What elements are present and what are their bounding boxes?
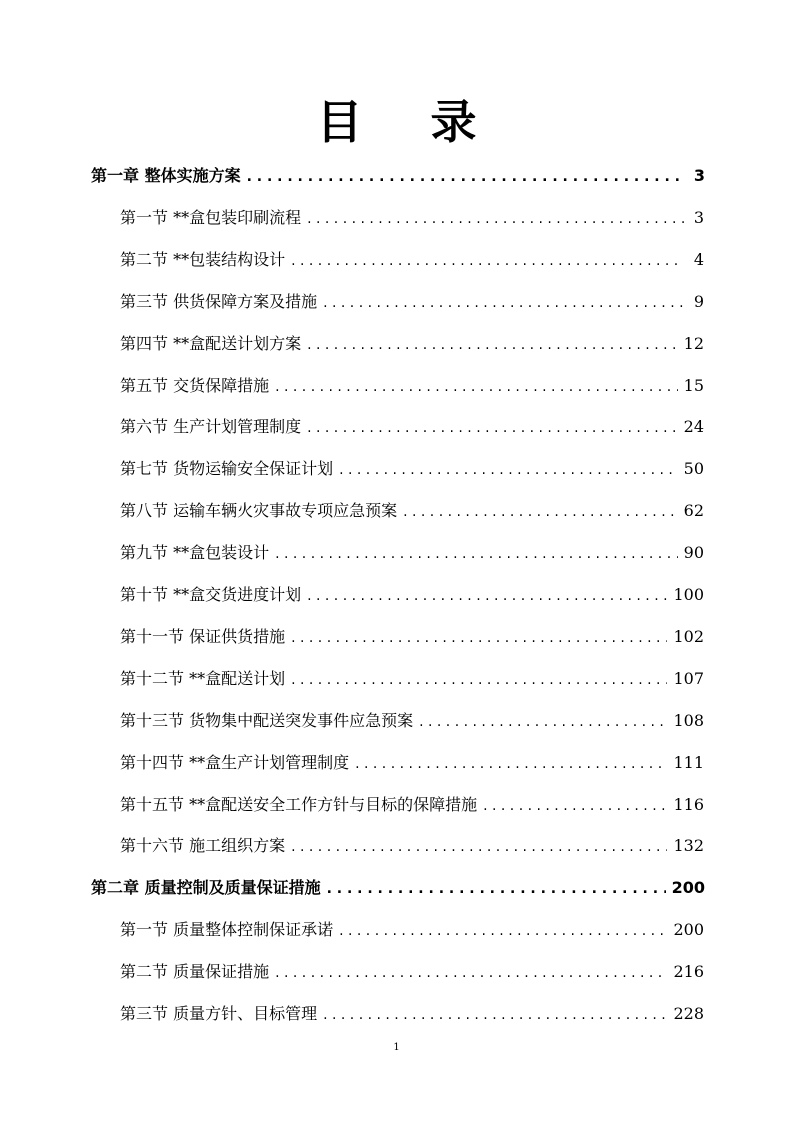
toc-entry-label: 第九节 **盒包装设计 xyxy=(120,543,270,563)
toc-dot-leader xyxy=(483,794,667,818)
toc-entry-label: 第六节 生产计划管理制度 xyxy=(120,417,302,437)
toc-section-entry[interactable] xyxy=(120,667,704,691)
toc-entry-page: 108 xyxy=(673,710,704,730)
toc-dot-leader xyxy=(339,919,667,943)
toc-entry-label: 第五节 交货保障措施 xyxy=(120,375,270,395)
toc-dot-leader xyxy=(275,542,678,566)
toc-entry-page: 15 xyxy=(683,375,704,395)
toc-entry-label: 第八节 运输车辆火灾事故专项应急预案 xyxy=(120,501,398,521)
toc-entry-label: 第二节 质量保证措施 xyxy=(120,962,270,982)
toc-entry-page: 216 xyxy=(673,962,704,982)
toc-section-entry[interactable] xyxy=(120,415,704,439)
toc-section-entry[interactable] xyxy=(120,709,704,733)
toc-entry-label: 第一节 **盒包装印刷流程 xyxy=(120,207,302,227)
toc-entry-page: 132 xyxy=(673,836,704,856)
toc-entry-page: 4 xyxy=(693,249,704,269)
toc-entry-label: 第十节 **盒交货进度计划 xyxy=(120,585,302,604)
toc-chapter-entry[interactable] xyxy=(91,164,705,188)
toc-entry-page: 200 xyxy=(673,920,704,940)
toc-entry-page: 111 xyxy=(673,752,704,772)
toc-entry-label: 第一节 质量整体控制保证承诺 xyxy=(120,920,334,940)
toc-section-entry[interactable] xyxy=(120,248,704,272)
toc-section-entry[interactable] xyxy=(120,290,704,314)
toc-section-entry[interactable] xyxy=(120,918,704,942)
toc-entry-label: 第十六节 施工组织方案 xyxy=(120,836,286,856)
toc-entry-page: 107 xyxy=(673,668,704,688)
toc-entry-page: 9 xyxy=(693,291,704,311)
toc-chapter-entry[interactable] xyxy=(91,876,705,900)
toc-dot-leader xyxy=(307,333,678,357)
toc-entry-page: 50 xyxy=(683,459,704,479)
toc-entry-label: 第一章 整体实施方案 xyxy=(91,166,241,185)
toc-entry-label: 第七节 货物运输安全保证计划 xyxy=(120,459,334,479)
toc-entry-label: 第四节 **盒配送计划方案 xyxy=(120,333,302,353)
toc-entry-page: 3 xyxy=(693,166,705,185)
toc-dot-leader xyxy=(291,668,667,692)
toc-dot-leader xyxy=(275,961,667,985)
toc-dot-leader xyxy=(291,835,667,859)
toc-section-entry[interactable] xyxy=(120,499,704,523)
toc-entry-label: 第三节 供货保障方案及措施 xyxy=(120,291,318,311)
toc-dot-leader xyxy=(291,249,684,273)
toc-section-entry[interactable] xyxy=(120,457,704,481)
toc-section-entry[interactable] xyxy=(120,834,704,858)
toc-dot-leader xyxy=(339,458,678,482)
toc-entry-label: 第十四节 **盒生产计划管理制度 xyxy=(120,752,350,772)
toc-entry-page: 116 xyxy=(673,794,704,814)
page-title: 目 录 xyxy=(316,95,503,149)
toc-dot-leader xyxy=(419,710,667,734)
toc-entry-label: 第十三节 货物集中配送突发事件应急预案 xyxy=(120,710,414,730)
toc-entry-page: 24 xyxy=(683,417,704,437)
page-number: 1 xyxy=(393,1042,400,1053)
toc-entry-label: 第二节 **包装结构设计 xyxy=(120,249,286,269)
toc-section-entry[interactable] xyxy=(120,960,704,984)
toc-dot-leader xyxy=(323,291,684,315)
toc-dot-leader xyxy=(275,375,678,399)
toc-entry-page: 12 xyxy=(683,333,704,353)
toc-dot-leader xyxy=(323,1003,667,1027)
toc-entry-label: 第十五节 **盒配送安全工作方针与目标的保障措施 xyxy=(120,794,478,814)
toc-entry-label: 第十一节 保证供货措施 xyxy=(120,626,286,646)
toc-dot-leader xyxy=(307,584,667,608)
toc-dot-leader xyxy=(327,877,666,901)
toc-section-entry[interactable] xyxy=(120,541,704,565)
toc-dot-leader xyxy=(355,752,667,776)
toc-section-entry[interactable] xyxy=(120,793,704,817)
toc-entry-page: 100 xyxy=(673,585,704,604)
toc-entry-page: 90 xyxy=(683,543,704,563)
toc-entry-page: 62 xyxy=(683,501,704,521)
toc-dot-leader xyxy=(247,165,685,189)
toc-section-entry[interactable] xyxy=(120,206,704,230)
toc-section-entry[interactable] xyxy=(120,625,704,649)
toc-dot-leader xyxy=(403,500,678,524)
toc-entry-label: 第二章 质量控制及质量保证措施 xyxy=(91,878,321,898)
toc-dot-leader xyxy=(307,207,684,231)
toc-section-entry[interactable] xyxy=(120,751,704,775)
toc-section-entry[interactable] xyxy=(120,1002,704,1026)
toc-section-entry[interactable] xyxy=(120,583,704,607)
toc-entry-page: 200 xyxy=(671,878,705,898)
toc-entry-label: 第十二节 **盒配送计划 xyxy=(120,668,286,688)
toc-section-entry[interactable] xyxy=(120,374,704,398)
toc-dot-leader xyxy=(307,416,678,440)
toc-entry-page: 102 xyxy=(673,626,704,646)
toc-entry-page: 228 xyxy=(673,1004,704,1023)
toc-dot-leader xyxy=(291,626,667,650)
toc-entry-label: 第三节 质量方针、目标管理 xyxy=(120,1004,318,1023)
toc-section-entry[interactable] xyxy=(120,332,704,356)
toc-entry-page: 3 xyxy=(693,207,704,227)
